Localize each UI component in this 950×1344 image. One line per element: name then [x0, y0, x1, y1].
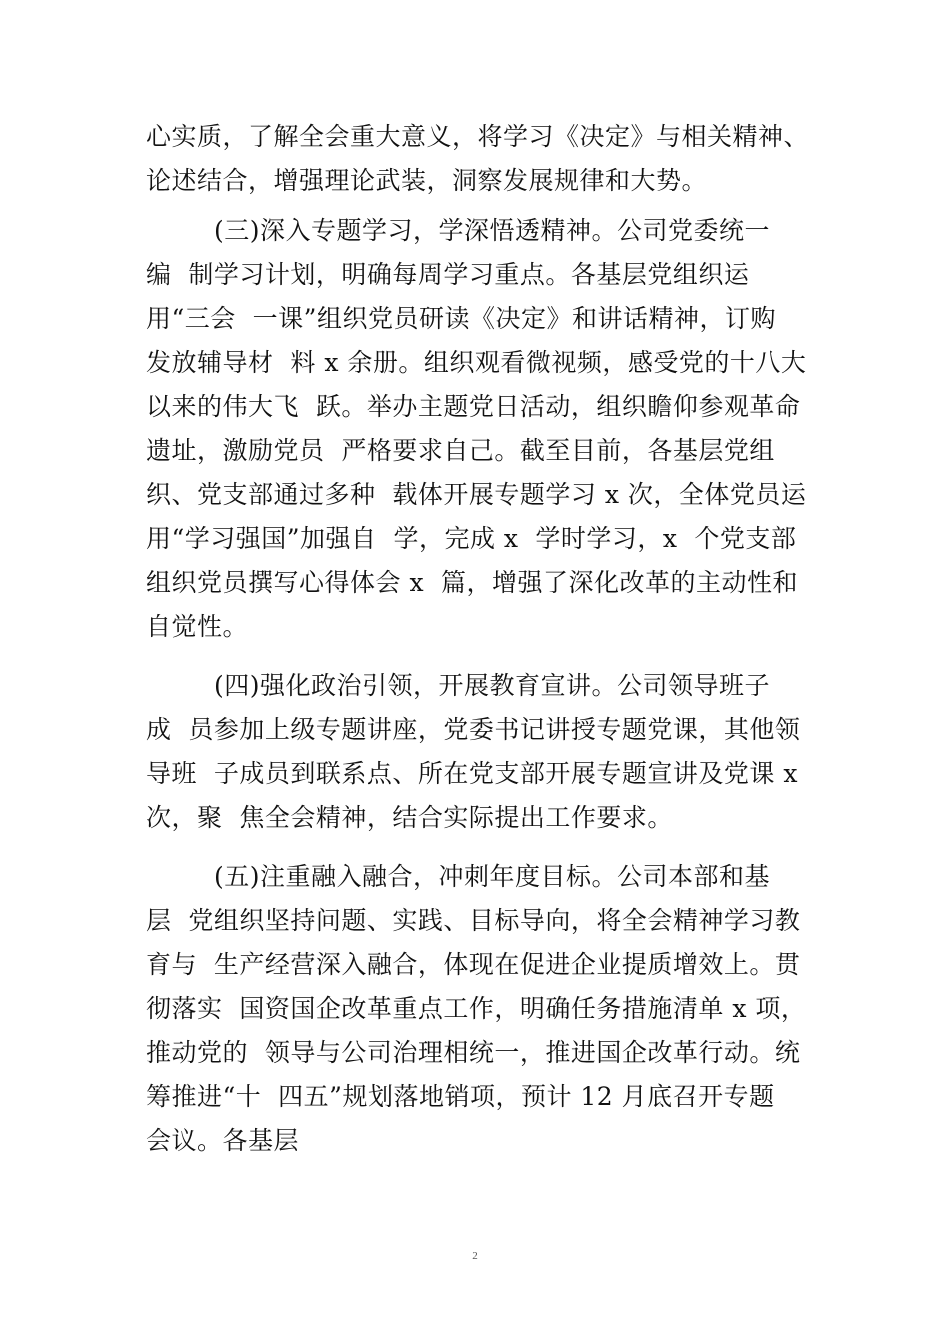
body-line-20: 彻落实 国资国企改革重点工作，明确任务措施清单 x 项，	[146, 994, 807, 1023]
body-line-19: 育与 生产经营深入融合，体现在促进企业提质增效上。贯	[146, 950, 801, 979]
body-line-9: 织、党支部通过多种 载体开展专题学习 x 次，全体党员运	[146, 480, 807, 509]
body-line-21: 推动党的 领导与公司治理相统一，推进国企改革行动。统	[146, 1038, 801, 1067]
section-4-heading-line: (四)强化政治引领，开展教育宣讲。公司领导班子	[214, 671, 771, 700]
section-3-heading-line: (三)深入专题学习，学深悟透精神。公司党委统一	[214, 216, 771, 245]
body-line-5: 用“三会 一课”组织党员研读《决定》和讲话精神，订购	[146, 304, 776, 333]
body-line-6: 发放辅导材 料 x 余册。组织观看微视频，感受党的十八大	[146, 348, 807, 377]
page-number: 2	[472, 1250, 478, 1262]
body-line-12: 自觉性。	[146, 612, 249, 641]
body-line-15: 导班 子成员到联系点、所在党支部开展专题宣讲及党课 x	[146, 759, 798, 788]
body-line-10: 用“学习强国”加强自 学，完成 x 学时学习，x 个党支部	[146, 524, 797, 553]
body-line-11: 组织党员撰写心得体会 x 篇，增强了深化改革的主动性和	[146, 568, 798, 597]
body-line-7: 以来的伟大飞 跃。举办主题党日活动，组织瞻仰参观革命	[146, 392, 801, 421]
body-line-14: 成 员参加上级专题讲座，党委书记讲授专题党课，其他领	[146, 715, 801, 744]
body-line-8: 遗址，激励党员 严格要求自己。截至目前，各基层党组	[146, 436, 775, 465]
body-line-1: 心实质，了解全会重大意义，将学习《决定》与相关精神、	[146, 122, 810, 151]
body-line-2: 论述结合，增强理论武装，洞察发展规律和大势。	[146, 166, 708, 195]
body-line-22: 筹推进“十 四五”规划落地销项，预计 12 月底召开专题	[146, 1082, 775, 1111]
body-line-16: 次，聚 焦全会精神，结合实际提出工作要求。	[146, 803, 673, 832]
body-line-4: 编 制学习计划，明确每周学习重点。各基层党组织运	[146, 260, 750, 289]
body-line-23: 会议。各基层	[146, 1126, 300, 1155]
section-5-heading-line: (五)注重融入融合，冲刺年度目标。公司本部和基	[214, 862, 771, 891]
body-line-18: 层 党组织坚持问题、实践、目标导向，将全会精神学习教	[146, 906, 801, 935]
